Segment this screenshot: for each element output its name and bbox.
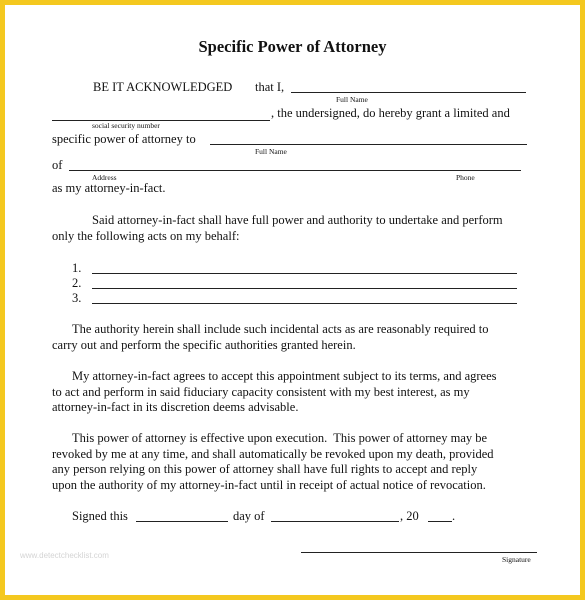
attorney-name-label: Full Name [255,147,287,156]
acknowledged-that: that I, [255,80,285,94]
phone-label: Phone [456,173,475,182]
para3-line2: to act and perform in said fiduciary capacity consistent with my best interest, as my [52,385,470,399]
list-item-blank[interactable] [92,273,517,274]
watermark-text: www.detectchecklist.com [20,551,109,560]
specific-text: specific power of attorney to [52,132,196,146]
undersigned-text: , the undersigned, do hereby grant a limited and [271,106,510,120]
full-name-blank[interactable] [291,92,526,93]
para4-line4: upon the authority of my attorney-in-fact until in receipt of actual notice of revocation. [52,478,486,492]
day-blank[interactable] [136,521,228,522]
year-blank[interactable] [428,521,452,522]
list-item-number: 2. [72,276,82,290]
attorney-in-fact-text: as my attorney-in-fact. [52,181,166,195]
document-page [5,5,580,595]
list-item-blank[interactable] [92,288,517,289]
document-title: Specific Power of Attorney [198,37,387,56]
day-of-text: day of [233,509,265,523]
attorney-name-blank[interactable] [210,144,527,145]
full-name-label: Full Name [336,95,368,104]
month-blank[interactable] [271,521,399,522]
year-prefix: , 20 [400,509,419,523]
year-suffix: . [452,509,456,523]
signed-text: Signed this [72,509,128,523]
para4-line2: revoked by me at any time, and shall automatically be revoked upon my death, provided [52,447,494,461]
para1-line1: Said attorney-in-fact shall have full power and authority to undertake and perform [92,213,503,227]
para3-line1: My attorney-in-fact agrees to accept this appointment subject to its terms, and agrees [72,369,497,383]
signature-label: Signature [502,555,531,564]
address-label: Address [92,173,117,182]
of-text: of [52,158,63,172]
para4-line3: any person relying on this power of attorney shall have full rights to accept and reply [52,462,478,476]
list-item-blank[interactable] [92,303,517,304]
ssn-blank[interactable] [52,120,270,121]
para2-line1: The authority herein shall include such incidental acts as are reasonably required to [72,322,489,336]
para3-line3: attorney-in-fact in its discretion deems advisable. [52,400,299,414]
signature-blank[interactable] [301,552,537,553]
acknowledged-lead: BE IT ACKNOWLEDGED [93,80,233,94]
ssn-label: social security number [92,121,160,130]
list-item-number: 1. [72,261,82,275]
list-item-number: 3. [72,291,82,305]
para1-line2: only the following acts on my behalf: [52,229,240,243]
para2-line2: carry out and perform the specific authorities granted herein. [52,338,356,352]
para4-line1: This power of attorney is effective upon execution. This power of attorney may be [72,431,488,445]
address-phone-blank[interactable] [69,170,521,171]
